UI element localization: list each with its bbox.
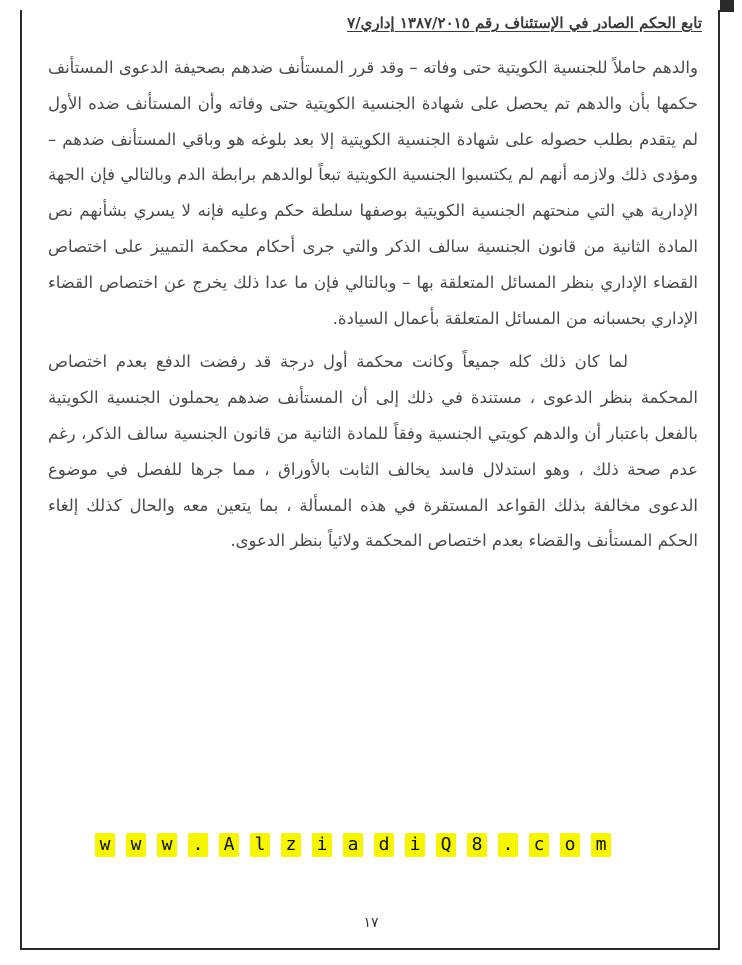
watermark-char: i	[312, 833, 332, 857]
watermark-char: w	[95, 833, 115, 857]
paragraph-1: والدهم حاملاً للجنسية الكويتية حتى وفاته – وقد قرر المستأنف ضدهم بصحيفة الدعوى المستأنف حكمها بأن والدهم تم يحصل على شهادة الجنسية الكويتية حتى وفاته وأن المستأنف ضده الأول لم يتقدم بطلب حصوله على شهادة الجنسية الكويتية إلا بعد بلوغه هو وباقي المستأنف ضدهم – ومؤدى ذلك ولازمه أنهم لم يكتسبوا الجنسية الكويتية تبعاً لوالدهم برابطة الدم وبالتالي فإن الجهة الإدارية هي التي منحتهم الجنسية الكويتية بوصفها سلطة حكم وعليه فإنه لا يسري بشأنهم نص المادة الثانية من قانون الجنسية سالف الذكر والتي جرى أحكام محكمة التمييز على اختصاص القضاء الإداري بنظر المسائل المتعلقة بها – وبالتالي فإن ما عدا ذلك يخرج عن اختصاص القضاء الإداري بحسبانه من المسائل المتعلقة بأعمال السيادة.	[48, 58, 698, 328]
watermark-char: l	[250, 833, 270, 857]
watermark-char: z	[281, 833, 301, 857]
watermark-char: d	[374, 833, 394, 857]
document-body	[48, 50, 698, 559]
website-watermark	[95, 833, 622, 857]
scan-corner-mark	[720, 0, 734, 12]
watermark-char: A	[219, 833, 239, 857]
watermark-char: Q	[436, 833, 456, 857]
watermark-char: c	[529, 833, 549, 857]
watermark-char: o	[560, 833, 580, 857]
watermark-char: m	[591, 833, 611, 857]
watermark-char: 8	[467, 833, 487, 857]
paragraph-2: لما كان ذلك كله جميعاً وكانت محكمة أول درجة قد رفضت الدفع بعدم اختصاص المحكمة بنظر الدعوى ، مستندة في ذلك إلى أن المستأنف ضدهم يحملون الجنسية الكويتية بالفعل باعتبار أن والدهم كويتي الجنسية وفقاً للمادة الثانية من قانون الجنسية سالف الذكر، رغم عدم صحة ذلك ، وهو استدلال فاسد يخالف الثابت بالأوراق ، مما جرها للفصل في موضوع الدعوى مخالفة بذلك القواعد المستقرة في هذه المسألة ، بما يتعين معه والحال كذلك إلغاء الحكم المستأنف والقضاء بعدم اختصاص المحكمة ولائياً بنظر الدعوى.	[48, 352, 698, 551]
watermark-char: .	[188, 833, 208, 857]
watermark-char: w	[157, 833, 177, 857]
watermark-char: .	[498, 833, 518, 857]
watermark-char: w	[126, 833, 146, 857]
watermark-char: a	[343, 833, 363, 857]
page-number: ١٧	[363, 915, 379, 931]
page-header: تابع الحكم الصادر في الإستئناف رقم ١٣٨٧/٢٠١٥ إداري/٧	[347, 14, 702, 32]
watermark-char: i	[405, 833, 425, 857]
